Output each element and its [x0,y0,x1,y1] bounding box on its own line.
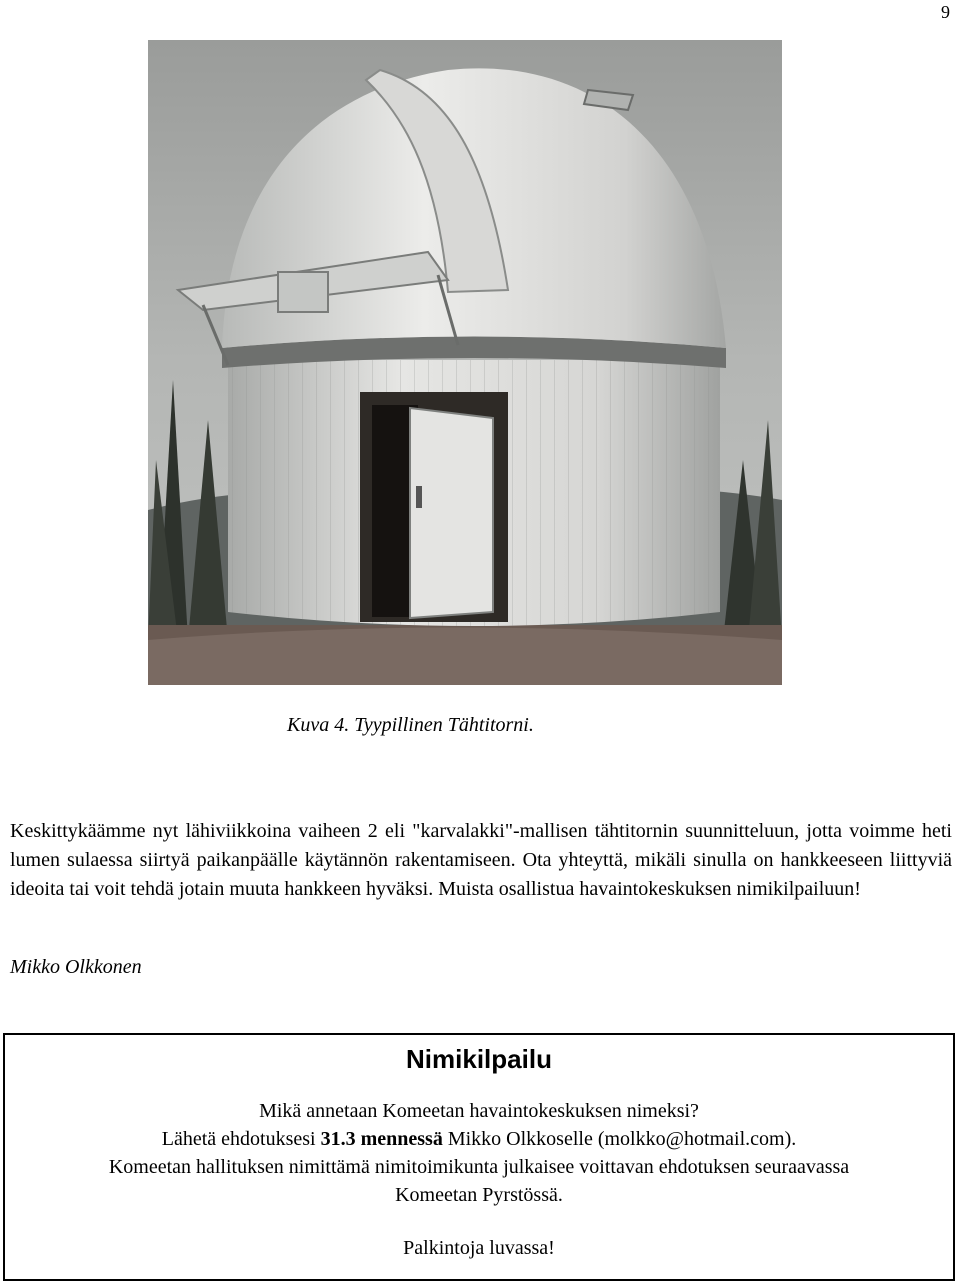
contest-question: Mikä annetaan Komeetan havaintokeskuksen nimeksi? [259,1100,699,1122]
observatory-photo [148,40,782,685]
send-suffix: Mikko Olkkoselle (molkko@hotmail.com). [442,1128,797,1150]
article-paragraph: Keskittykäämme nyt lähiviikkoina vaiheen 2 eli "karvalakki"-mallisen tähtitornin suunnitteluun, jotta voimme heti lumen sulaessa siirtyä paikanpäälle käytännön rakentamiseen. Ota yhteyttä, mikäli sinulla on hankkeeseen liittyviä ideoita tai voit tehdä jotain muuta hankkeen hyväksi. Muista osallistua havaintokeskuksen nimikilpailuun! [10,820,952,900]
announcement-line-1: Komeetan hallituksen nimittämä nimitoimikunta julkaisee voittavan ehdotuksen seuraavassa [108,1156,850,1178]
contest-details [5,1097,953,1209]
prize-note: Palkintoja luvassa! [403,1237,555,1259]
figure-caption: Kuva 4. Tyypillinen Tähtitorni. [287,714,534,736]
author-signature: Mikko Olkkonen [10,956,142,978]
send-prefix: Lähetä ehdotuksesi [161,1128,321,1150]
contest-send-line [5,1125,953,1153]
announcement-line-2: Komeetan Pyrstössä. [395,1184,563,1206]
page-number: 9 [941,2,950,22]
deadline: 31.3 mennessä [320,1128,443,1150]
contest-title: Nimikilpailu [406,1044,552,1074]
contest-box [3,1033,955,1281]
